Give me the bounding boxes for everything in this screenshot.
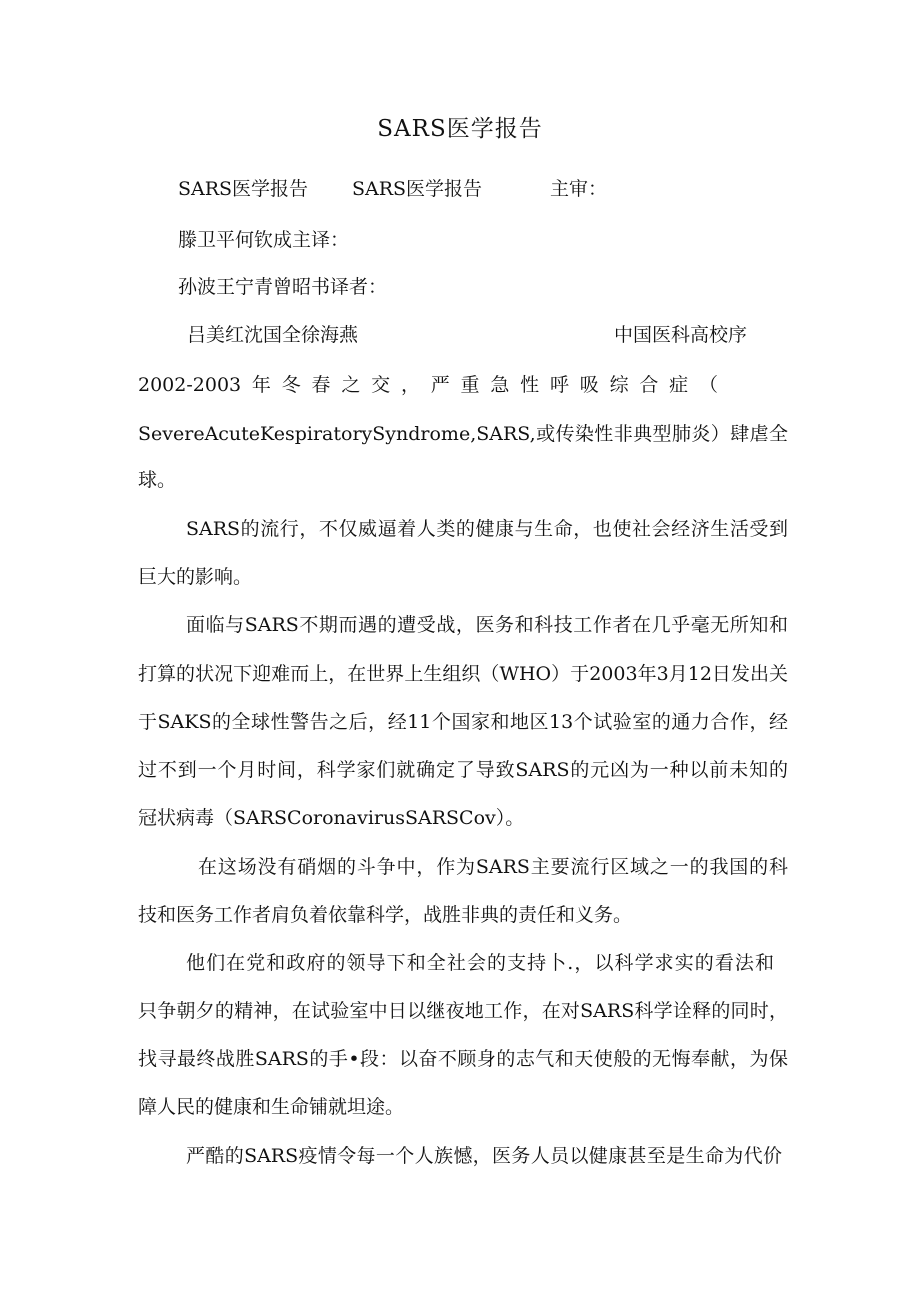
para-5-line-4: 障人民的健康和生命铺就坦途。 [138,1096,405,1118]
chief-translator-line: 滕卫平何钦成主译： [178,229,350,251]
para-5-line-3: 找寻最终战胜SARS的手•段：以奋不顾身的志气和天使般的无悔奉献，为保 [138,1048,788,1070]
names-right: 中国医科高校序 [614,324,748,346]
para-2-line-1: SARS的流行，不仅威逼着人类的健康与生命，也使社会经济生活受到 [186,518,788,540]
para-3-line-4: 过不到一个月时间，科学家们就确定了导致SARS的元凶为一种以前未知的 [138,759,788,781]
para-3-line-2: 打算的状况下迎难而上，在世界上生组织（WHO）于2003年3月12日发出关 [138,663,788,685]
para-5-line-1: 他们在党和政府的领导下和全社会的支持卜.，以科学求实的看法和 [186,952,774,974]
document-title: SARS医学报告 [377,116,543,142]
para-1-line-2: SevereAcuteKespiratorySyndrome,SARS,或传染性非典型肺炎）肆虐全 [138,423,788,445]
para-3-line-1: 面临与SARS不期而遇的遭受战，医务和科技工作者在几乎毫无所知和 [186,614,788,636]
para-1-line-3: 球。 [138,469,177,491]
para-4-line-1: 在这场没有硝烟的斗争中，作为SARS主要流行区域之一的我国的科 [198,856,788,878]
para-6-line-1: 严酷的SARS疫情令每一个人族憾，医务人员以健康甚至是生命为代价 [186,1145,782,1167]
translators-line: 孙波王宁青曾昭书译者： [178,276,388,298]
header-part-3: 主审： [550,178,608,200]
para-5-line-2: 只争朝夕的精神，在试验室中日以继夜地工作，在对SARS科学诠释的同时， [138,1000,788,1022]
para-4-line-2: 技和医务工作者肩负着依靠科学，战胜非典的责任和义务。 [138,904,633,926]
names-left: 吕美红沈国全徐海燕 [187,324,359,346]
para-1-line-1: 2002-2003年冬春之交，严重急性呼吸综合症（ [138,374,718,396]
para-3-line-3: 于SAKS的全球性警告之后，经11个国家和地区13个试验室的通力合作，经 [138,711,788,733]
para-3-line-5: 冠状病毒（SARSCoronavirusSARSCov）。 [138,807,525,829]
header-part-1: SARS医学报告 [178,178,309,200]
header-part-2: SARS医学报告 [352,178,483,200]
para-2-line-2: 巨大的影响。 [138,566,253,588]
